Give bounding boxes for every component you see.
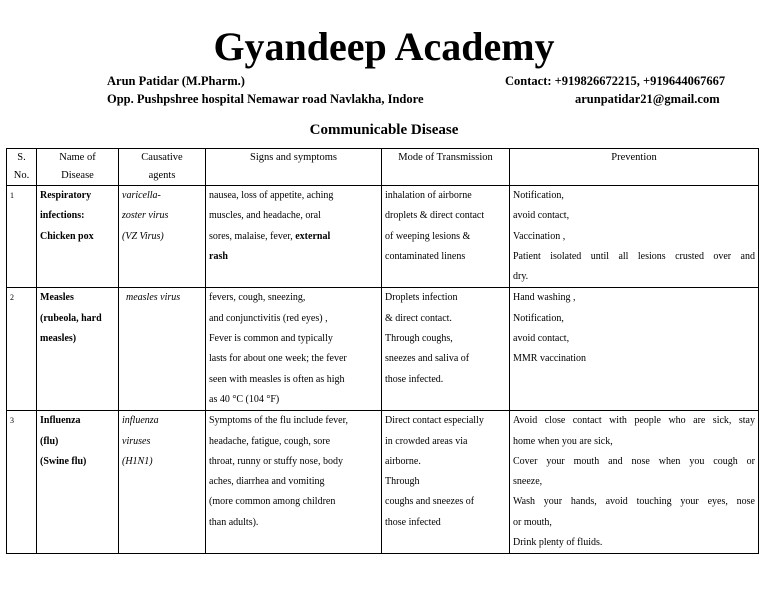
cell-prevention — [510, 411, 759, 554]
mode-line: contaminated linens — [385, 250, 466, 262]
prevention-line: Notification, — [513, 190, 564, 201]
mode-line: Direct contact especially — [385, 415, 484, 427]
cause-line: viruses — [122, 435, 151, 447]
cell-transmission — [382, 411, 510, 554]
mode-line: those infected — [385, 516, 441, 528]
cell-prevention — [510, 186, 759, 288]
signs-line: throat, runny or stuffy nose, body — [209, 455, 343, 467]
signs-line: (more common among children — [209, 496, 336, 508]
header-signs-line: Signs and symptoms — [250, 152, 337, 163]
email-address: arunpatidar21@gmail.com — [575, 92, 720, 106]
cause-line: influenza — [122, 415, 159, 427]
prevention-line: Vaccination , — [513, 230, 566, 242]
signs-line: and conjunctivitis (red eyes) , — [209, 312, 328, 324]
prevention-line: MMR vaccination — [513, 353, 587, 365]
prevention-line: dry. — [513, 271, 529, 283]
prevention-line: Notification, — [513, 312, 564, 324]
header-sno-line: No. — [13, 170, 30, 181]
cause-line: (H1N1) — [122, 455, 153, 467]
mode-line: Droplets infection — [385, 292, 458, 304]
signs-line: as 40 °C (104 °F) — [209, 393, 280, 405]
mode-line: airborne. — [385, 455, 421, 467]
signs-line: fevers, cough, sneezing, — [209, 292, 306, 304]
header-mode-line: Mode of Transmission — [398, 152, 493, 163]
mode-line: Through — [385, 476, 420, 488]
cell-sno: 3 — [7, 411, 37, 554]
table-row — [7, 186, 759, 288]
cell-transmission — [382, 186, 510, 288]
header-cause — [119, 149, 206, 186]
address: Opp. Pushpshree hospital Nemawar road Navlakha, Indore — [107, 92, 424, 106]
cell-signs — [206, 186, 382, 288]
signs-line — [209, 227, 378, 247]
signs-line: Fever is common and typically — [209, 333, 333, 345]
header-prevention — [510, 149, 759, 186]
mode-line: inhalation of airborne — [385, 190, 472, 201]
mode-line: & direct contact. — [385, 312, 452, 324]
header-cause-line: Causative — [141, 152, 183, 163]
header-prevention-line: Prevention — [611, 152, 657, 163]
name-line: Chicken pox — [40, 230, 94, 242]
name-line: Influenza — [40, 415, 81, 427]
header-sno — [7, 149, 37, 186]
table-row — [7, 411, 759, 554]
cause-line: measles virus — [126, 292, 181, 304]
name-line: (flu) — [40, 435, 59, 447]
cell-signs — [206, 288, 382, 411]
cell-causative-agent — [119, 411, 206, 554]
signs-line: headache, fatigue, cough, sore — [209, 435, 331, 447]
name-line: (rubeola, hard — [40, 312, 102, 324]
signs-emphasis: external — [295, 230, 331, 242]
cell-disease-name — [37, 186, 119, 288]
signs-line: than adults). — [209, 516, 259, 528]
prevention-line: avoid contact, — [513, 210, 570, 222]
academy-title: Gyandeep Academy — [213, 24, 555, 69]
prevention-line: Hand washing , — [513, 292, 576, 304]
prevention-line: Patient isolated until all lesions crusted over and — [513, 250, 755, 262]
document-subtitle: Communicable Disease — [309, 122, 459, 138]
mode-line: coughs and sneezes of — [385, 496, 475, 508]
header-mode — [382, 149, 510, 186]
mode-line: of weeping lesions & — [385, 230, 471, 242]
signs-line: Symptoms of the flu include fever, — [209, 415, 349, 427]
name-line: measles) — [40, 333, 77, 345]
signs-line: muscles, and headache, oral — [209, 210, 321, 222]
cell-transmission — [382, 288, 510, 411]
header-name-line: Name of — [59, 152, 96, 163]
header-sno-line: S. — [17, 152, 26, 163]
signs-line: rash — [209, 250, 228, 262]
signs-line: lasts for about one week; the fever — [209, 353, 347, 365]
prevention-line: sneeze, — [513, 476, 543, 488]
prevention-line: Cover your mouth and nose when you cough or — [513, 455, 755, 467]
table-header-row — [7, 149, 759, 186]
table-row — [7, 288, 759, 411]
cell-disease-name — [37, 288, 119, 411]
prevention-line: Wash your hands, avoid touching your eyes, nose — [513, 496, 755, 508]
signs-line: nausea, loss of appetite, aching — [209, 190, 334, 201]
mode-line: those infected. — [385, 373, 444, 385]
cause-line: varicella- — [122, 190, 161, 201]
name-line: infections: — [40, 210, 85, 222]
header-name-line: Disease — [61, 170, 94, 181]
cause-line: (VZ Virus) — [122, 230, 164, 242]
cell-sno: 1 — [7, 186, 37, 288]
prevention-line: or mouth, — [513, 516, 552, 528]
prevention-line: home when you are sick, — [513, 435, 613, 447]
prevention-line: Avoid close contact with people who are sick, stay — [513, 415, 755, 427]
contact-numbers: Contact: +919826672215, +919644067667 — [505, 74, 726, 88]
signs-line: aches, diarrhea and vomiting — [209, 476, 325, 488]
header-signs — [206, 149, 382, 186]
signs-text: sores, malaise, fever, — [209, 230, 293, 242]
mode-line: in crowded areas via — [385, 435, 468, 447]
cell-disease-name — [37, 411, 119, 554]
cell-sno: 2 — [7, 288, 37, 411]
disease-table — [6, 148, 759, 554]
cell-signs — [206, 411, 382, 554]
author-name: Arun Patidar (M.Pharm.) — [107, 74, 245, 88]
cause-line: zoster virus — [122, 210, 169, 222]
cell-causative-agent — [119, 186, 206, 288]
prevention-line: avoid contact, — [513, 333, 570, 345]
name-line: (Swine flu) — [40, 455, 87, 467]
signs-line: seen with measles is often as high — [209, 373, 345, 385]
name-line: Measles — [40, 292, 74, 304]
mode-line: Through coughs, — [385, 333, 453, 345]
header-name — [37, 149, 119, 186]
mode-line: sneezes and saliva of — [385, 353, 470, 365]
header-cause-line: agents — [148, 170, 176, 181]
cell-prevention — [510, 288, 759, 411]
cell-causative-agent — [119, 288, 206, 411]
prevention-line: Drink plenty of fluids. — [513, 537, 603, 549]
mode-line: droplets & direct contact — [385, 210, 485, 222]
name-line: Respiratory — [40, 190, 92, 201]
